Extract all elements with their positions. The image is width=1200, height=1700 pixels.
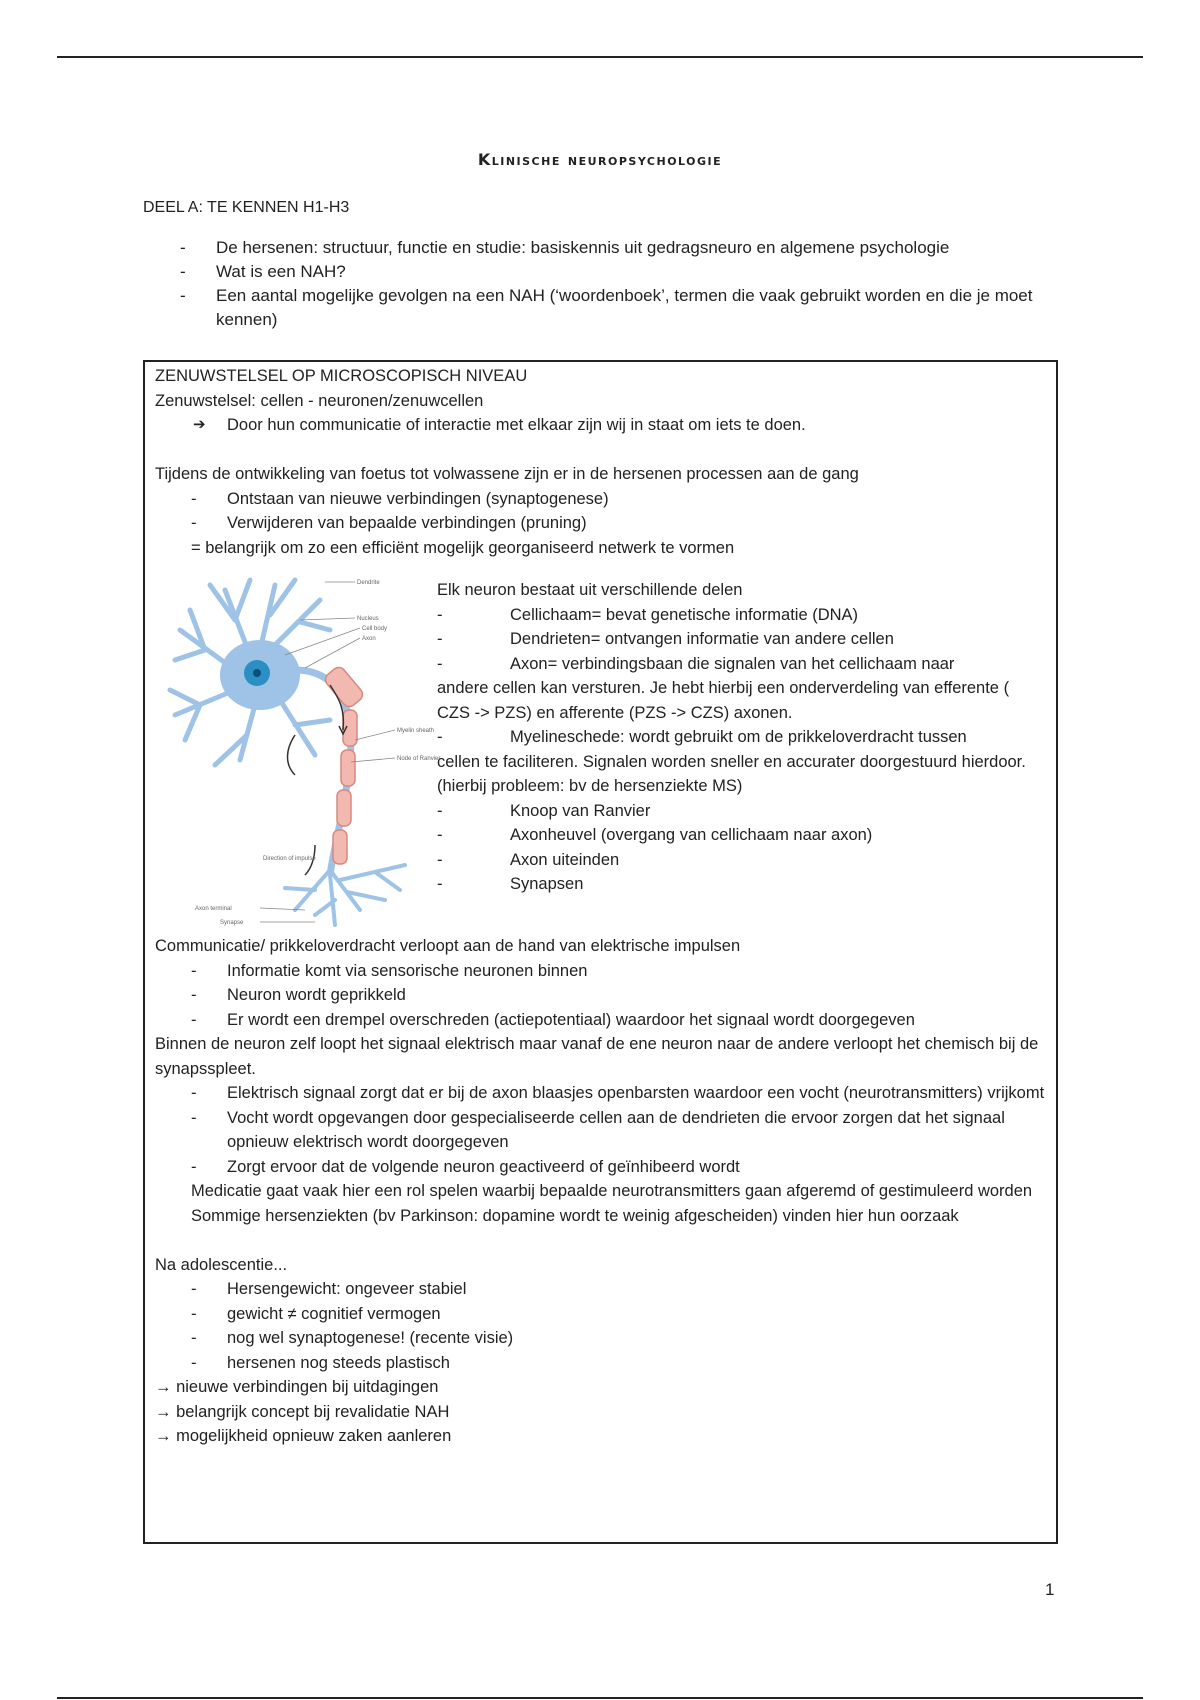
conclusion-arrow: → belangrijk concept bij revalidatie NAH bbox=[155, 1402, 450, 1421]
conclusion-arrow: → mogelijkheid opnieuw zaken aanleren bbox=[155, 1427, 452, 1445]
development-item: - Ontstaan van nieuwe verbindingen (synaptogenese) bbox=[155, 487, 1046, 512]
label-synapse: Synapse bbox=[220, 920, 244, 926]
adolescence-intro: Na adolescentie... bbox=[155, 1255, 288, 1274]
communication-intro: Communicatie/ prikkeloverdracht verloopt aan de hand van elektrische impulsen bbox=[155, 937, 741, 955]
impulse-arrow-icon bbox=[288, 735, 296, 775]
conclusion-arrow: → nieuwe verbindingen bij uitdagingen bbox=[155, 1378, 439, 1396]
development-intro: Tijdens de ontwikkeling van foetus tot volwassene zijn er in de hersenen processen aan de gang bbox=[155, 465, 859, 483]
medication-paragraph: Medicatie gaat vaak hier een rol spelen waarbij bepaalde neurotransmitters gaan afgeremd of gestimuleerd worden bbox=[191, 1182, 1033, 1200]
label-dendrite: Dendrite bbox=[357, 580, 380, 586]
myelin-segment bbox=[341, 750, 355, 786]
dendrite-branch bbox=[170, 690, 235, 740]
communication-paragraph: Binnen de neuron zelf loopt het signaal elektrisch maar vanaf de ene neuron naar de andere verloopt het chemisch bij de synapsspleet. bbox=[155, 1035, 1039, 1078]
part-item-continued: cellen te faciliteren. Signalen worden sneller en accurater doorgestuurd hierdoor. (hierbij probleem: bv de hersenziekte MS) bbox=[437, 752, 1026, 795]
label-myelin: Myelin sheath bbox=[397, 728, 435, 734]
part-item: - Knoop van Ranvier bbox=[437, 799, 1046, 824]
disease-paragraph: Sommige hersenziekten (bv Parkinson: dopamine wordt te weinig afgescheiden) vinden hier hun oorzaak bbox=[191, 1206, 959, 1225]
chemical-item: - Elektrisch signaal zorgt dat er bij de axon blaasjes openbarsten waardoor een vocht (neurotransmitters) vrijkomt bbox=[155, 1081, 1046, 1106]
development-item: - Verwijderen van bepaalde verbindingen (pruning) bbox=[155, 511, 1046, 536]
page-number: 1 bbox=[1045, 1580, 1055, 1599]
development-conclusion: = belangrijk om zo een efficiënt mogelijk georganiseerd netwerk te vormen bbox=[191, 538, 735, 557]
dendrite-branch bbox=[215, 705, 255, 765]
intro-item: - Een aantal mogelijke gevolgen na een NAH (‘woordenboek’, termen die vaak gebruikt worden en die je moet kennen) bbox=[143, 284, 1063, 332]
axon-terminal-branch bbox=[340, 865, 405, 890]
communication-item: - Informatie komt via sensorische neuronen binnen bbox=[155, 959, 1046, 984]
communication-item: - Er wordt een drempel overschreden (actiepotentiaal) waardoor het signaal wordt doorgegeven bbox=[155, 1008, 1046, 1033]
label-axon: Axon bbox=[362, 636, 376, 642]
myelin-segment bbox=[337, 790, 351, 826]
axon-terminal-branch bbox=[285, 870, 330, 910]
label-axon-terminal: Axon terminal bbox=[195, 906, 232, 912]
myelin-segment bbox=[343, 710, 357, 746]
intro-item: - Wat is een NAH? bbox=[143, 260, 1063, 284]
label-direction: Direction of impulse bbox=[263, 856, 316, 862]
label-cell-body: Cell body bbox=[362, 626, 388, 632]
myelin-segment bbox=[323, 665, 366, 710]
communication-item: - Neuron wordt geprikkeld bbox=[155, 983, 1046, 1008]
chemical-item: - Vocht wordt opgevangen door gespecialiseerde cellen aan de dendrieten die ervoor zorgen dat het signaal opnieuw elektrisch wordt doorgegeven bbox=[155, 1106, 1046, 1155]
arrow-note: ➔ Door hun communicatie of interactie met elkaar zijn wij in staat om iets te doen. bbox=[155, 413, 1046, 438]
intro-item: - De hersenen: structuur, functie en studie: basiskennis uit gedragsneuro en algemene psychologie bbox=[143, 236, 1063, 260]
chemical-item: - Zorgt ervoor dat de volgende neuron geactiveerd of geïnhibeerd wordt bbox=[155, 1155, 1046, 1180]
document-title: Klinische neuropsychologie bbox=[477, 150, 723, 169]
neuron-diagram bbox=[155, 570, 441, 930]
neuron-parts bbox=[435, 570, 1046, 930]
box-heading: ZENUWSTELSEL OP MICROSCOPISCH NIVEAU bbox=[155, 367, 528, 385]
parts-intro: Elk neuron bestaat uit verschillende delen bbox=[437, 581, 743, 599]
adolescence-item: - Hersengewicht: ongeveer stabiel bbox=[155, 1277, 1046, 1302]
part-item: - Axonheuvel (overgang van cellichaam naar axon) bbox=[437, 823, 1046, 848]
content-box bbox=[143, 360, 1058, 1544]
part-item: - Dendrieten= ontvangen informatie van andere cellen bbox=[437, 627, 1046, 652]
part-item: - Myelineschede: wordt gebruikt om de prikkeloverdracht tussen bbox=[437, 725, 1046, 750]
label-node: Node of Ranvier bbox=[397, 756, 441, 762]
dendrite-branch bbox=[275, 600, 330, 645]
part-item: - Cellichaam= bevat genetische informatie (DNA) bbox=[437, 603, 1046, 628]
footer-rule bbox=[57, 1697, 1143, 1699]
intro-list bbox=[143, 236, 1063, 332]
section-heading: DEEL A: TE KENNEN H1-H3 bbox=[143, 199, 350, 216]
part-item: - Synapsen bbox=[437, 872, 1046, 897]
cells-line: Zenuwstelsel: cellen - neuronen/zenuwcellen bbox=[155, 391, 484, 410]
label-nucleus: Nucleus bbox=[357, 616, 379, 622]
dendrite-branch bbox=[280, 700, 330, 755]
part-item: - Axon= verbindingsbaan die signalen van het cellichaam naar bbox=[437, 652, 1046, 677]
part-item-continued: andere cellen kan versturen. Je hebt hierbij een onderverdeling van efferente ( CZS -> PZS) en afferente (PZS -> CZS) axonen. bbox=[437, 679, 1010, 722]
header-rule bbox=[57, 56, 1143, 58]
adolescence-item: - hersenen nog steeds plastisch bbox=[155, 1351, 1046, 1376]
adolescence-item: - nog wel synaptogenese! (recente visie) bbox=[155, 1326, 1046, 1351]
adolescence-item: - gewicht ≠ cognitief vermogen bbox=[155, 1302, 1046, 1327]
myelin-segment bbox=[333, 830, 347, 864]
part-item: - Axon uiteinden bbox=[437, 848, 1046, 873]
